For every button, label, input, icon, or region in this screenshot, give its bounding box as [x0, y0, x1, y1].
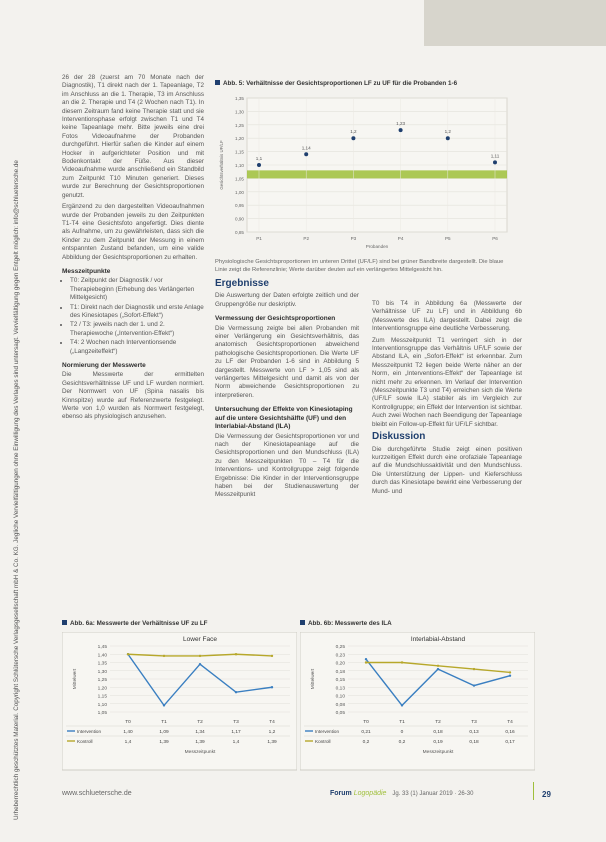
- heading-diskussion: Diskussion: [372, 431, 426, 443]
- y-tick-label: 1,15: [235, 149, 244, 155]
- x-tick-label: P2: [303, 236, 310, 241]
- y-tick-label: 1,45: [97, 645, 107, 650]
- y-tick-label: 0,90: [235, 216, 244, 222]
- table-cell: 0,13: [469, 730, 479, 735]
- header-shade: [424, 0, 606, 46]
- data-label: 1,2: [350, 129, 357, 135]
- fig6a-title-text: Abb. 6a: Messwerte der Verhältnisse UF zu LF: [70, 620, 208, 627]
- list-item: • T4: 2 Wochen nach Interventionsende („Langzeiteffekt“): [70, 339, 204, 356]
- vermessung-paragraph: Die Vermessung zeigte bei allen Probanden mit einer Verlängerung ein Gesichtsverhältnis, das anatomisch Gesichtsproportionen abweichend pathologische Gesichtsproportionen. Die Werte UF zu LF der Probanden 1-6 sind in Abbildung 5 dargestellt. Messwerte von LF > 1,05 sind als verlängertes Mittelgesicht und damit als von der Norm abweichende Gesichtsproportionen zu interpretieren.: [215, 324, 359, 399]
- fig6b-title-text: Abb. 6b: Messwerte des ILA: [308, 620, 392, 627]
- y-tick-label: 1,20: [235, 136, 244, 142]
- table-cell: 1,40: [123, 730, 133, 735]
- paragraph-3: Die Messwerte der ermittelten Gesichtsverhältnisse UF und LF wurden normiert. Der Normwert von UF (Spina nasalis bis Kinnspitze) wurde auf Referenzwerte festgelegt. Werte von 1,0 wurden als Normwert festgelegt, ebenso als physiologisch anzusehen.: [62, 371, 204, 421]
- x-tick-label: T4: [507, 720, 513, 725]
- data-label: 1,2: [444, 129, 451, 135]
- y-tick-label: 1,40: [97, 653, 107, 659]
- heading-untersuchung: Untersuchung der Effekte von Kinesiotaping auf die untere Gesichtshälfte (UF) und den Interlabial-Abstand (ILA): [215, 406, 353, 431]
- x-axis-label: Messzeitpunkt: [184, 750, 216, 755]
- table-cell: 1,39: [159, 740, 169, 745]
- x-tick-label: P4: [397, 236, 404, 241]
- footer-journal: [330, 790, 473, 797]
- table-cell: 1,4: [124, 740, 132, 745]
- list-item: • T0: Zeitpunkt der Diagnostik / vor Therapiebeginn (Erhebung des Verlängerten Mittelgesicht): [70, 277, 204, 302]
- x-tick-label: T2: [435, 720, 441, 725]
- data-point: [304, 152, 308, 156]
- x-tick-label: T1: [161, 720, 167, 725]
- x-tick-label: T0: [125, 720, 131, 725]
- x-tick-label: T3: [471, 720, 477, 725]
- data-point: [509, 675, 511, 677]
- y-tick-label: 0,10: [335, 694, 345, 700]
- y-tick-label: 1,25: [97, 678, 107, 683]
- page-number: 29: [542, 790, 551, 799]
- y-tick-label: 1,35: [97, 661, 107, 667]
- y-tick-label: 1,05: [97, 711, 107, 716]
- data-point: [199, 663, 201, 665]
- data-point: [365, 658, 367, 660]
- legend-label: Intervention: [315, 729, 340, 734]
- fig-marker-icon: [62, 620, 67, 625]
- ergebnisse-paragraph: Die Auswertung der Daten erfolgte zeitlich und der Gruppengröße nur deskriptiv.: [215, 292, 359, 308]
- y-tick-label: 0,08: [335, 702, 345, 708]
- fig-marker-icon: [215, 80, 220, 85]
- fig5-chart: [215, 92, 515, 252]
- table-cell: 0,19: [433, 740, 443, 745]
- untersuchung-paragraph: Die Vermessung der Gesichtsproportionen vor und nach der Kinesiotapeanlage auf die Gesichtsproportionen und den Mundschluss (ILA) zu den Messzeitpunkten T0 – T4 für die Interventions- und Kontrollgruppe zeigt folgende Ergebnisse: Die Kinder in der Interventionsgruppe haben bei der Studienauswertung der Messzeitpunkt: [215, 432, 359, 499]
- column-2: [215, 276, 359, 503]
- footer-website: www.schluetersche.de: [62, 790, 132, 797]
- y-tick-label: 1,10: [97, 702, 107, 708]
- y-tick-label: 0,95: [235, 203, 244, 209]
- paragraph-2: Ergänzend zu den dargestellten Videoaufnahmen wurde der Probanden jeweils zu den Zeitpunkten T1-T4 eine Gesichtsfoto angefertigt. Dies diente als Aufnahme, um zu gewährleisten, dass sich die Kinder zu dem Zeitpunkt der Messung in einem entspannten Zustand befanden, um eine valide Abbildung der Gesichtsproportionen zu erhalten.: [62, 203, 204, 261]
- footer-divider: [533, 782, 534, 800]
- table-cell: 1,2: [268, 730, 276, 735]
- heading-ergebnisse: Ergebnisse: [215, 278, 269, 289]
- data-point: [199, 655, 201, 657]
- fig5-caption: Physiologische Gesichtsproportionen im unteren Drittel (UF/LF) sind bei grüner Bandbreite dargestellt. Die blaue Linie zeigt die Referenzlinie; Werte darüber deuten auf ein verlängertes Mittelgesicht hin.: [215, 259, 504, 273]
- footer-issue: Jg. 33 (1) Januar 2019 · 26-30: [392, 791, 474, 797]
- chart-title: Interlabial-Abstand: [410, 636, 466, 643]
- intro-paragraph: 26 der 28 (zuerst am 70 Monate nach der Diagnostik), T1 direkt nach der 1. Tapeanlage, T2 im Anschluss an die 1. Therapie, T3 im Anschluss an die 2. Therapie und T4 (2 Wochen nach T1). In diesem Zeitraum fand keine Therapie statt und sie Interventionsphase erfolgt zwischen T1 und T4 keine Tapeanlage mehr. Bitte jeweils eine drei Fotos Videoaufnahme der Probanden durchgeführt. Hierfür saßen die Kinder auf einem Hocker in aufgerichteter Position und mit Bodenkontakt der Füße. Aus dieser Videoaufnahme wurde anschließend ein Standbild zum Zeitpunkt T10 Minuten generiert. Dieses wurde zur Berechnung der Gesichtsproportionen genutzt.: [62, 74, 204, 199]
- table-cell: 0,18: [433, 730, 443, 735]
- y-tick-label: 0,85: [235, 230, 244, 235]
- fig5-title-text: Abb. 5: Verhältnisse der Gesichtsproportionen LF zu UF für die Probanden 1-6: [223, 80, 458, 87]
- y-tick-label: 1,30: [235, 109, 244, 115]
- y-tick-label: 1,10: [235, 163, 244, 168]
- x-tick-label: T2: [197, 720, 203, 725]
- y-tick-label: 0,15: [335, 678, 345, 683]
- table-cell: 0,2: [362, 740, 370, 745]
- data-point: [437, 665, 439, 667]
- table-cell: 0,18: [469, 740, 479, 745]
- copyright-side-note: [2, 40, 20, 820]
- col3-paragraph-1: T0 bis T4 in Abbildung 6a (Messwerte der Verhältnisse UF zu LF) und in Abbildung 6b (Messwerte des ILA) dargestellt. Dabei zeigt die Interventionsgruppe eine deutliche Verbesserung.: [372, 300, 522, 333]
- fig6a-chart: [62, 632, 297, 772]
- diskussion-paragraph: Die durchgeführte Studie zeigt einen positiven kurzzeitigen Effekt durch eine orofaziale Tapeanlage auf die Mundschlussaktivität und den Mundschluss. Die Unterstützung der Lippen- und Kieferschluss durch das Kinesiotape bewirkt eine Verbesserung der Mund- und: [372, 445, 522, 495]
- data-point: [473, 684, 475, 686]
- legend-label: Kontroll: [77, 739, 93, 744]
- y-tick-label: 1,20: [97, 686, 107, 692]
- table-cell: 0,2: [398, 740, 406, 745]
- data-point: [473, 668, 475, 670]
- fig5-title: [215, 80, 515, 87]
- data-point: [493, 160, 497, 164]
- fig6b-title: [300, 620, 530, 627]
- data-point: [163, 704, 165, 706]
- data-label: 1,14: [301, 145, 311, 151]
- y-axis-label: Gesichtsverhältnis UF/LF: [219, 140, 224, 190]
- legend-label: Kontroll: [315, 739, 331, 744]
- col3-paragraph-2: Zum Messzeitpunkt T1 verringert sich in der Interventionsgruppe das Verhältnis UF/LF sowie der Abstand ILA, ein „Sofort-Effekt“ ist erkennbar. Zum Messzeitpunkt T2 liegen beide Werte näher an der Norm, ein „Interventions-Effekt“ der Tapeanlage ist nicht mehr zu erkennen. Im Verlauf der Intervention (Messzeitpunkte T3 und T4) erreichen sich die Werte (UF/LF sowie ILA) stabiler als im Vergleich zur Kontrollgruppe; ein Effekt der Intervention ist sichtbar. Auch zwei Wochen nach Beendigung der Tapeanlage bleibt ein Follow-up-Effekt für UF/LF sichtbar.: [372, 336, 522, 428]
- table-cell: 1,39: [195, 740, 205, 745]
- reference-band: [247, 170, 507, 178]
- y-tick-label: 1,30: [97, 669, 107, 675]
- y-tick-label: 1,00: [235, 189, 244, 195]
- x-tick-label: P1: [256, 236, 262, 241]
- data-point: [235, 691, 237, 693]
- y-tick-label: 0,05: [335, 711, 345, 716]
- data-point: [437, 668, 439, 670]
- x-tick-label: P6: [492, 236, 498, 241]
- table-cell: 0,17: [505, 740, 515, 745]
- fig-marker-icon: [300, 620, 305, 625]
- x-tick-label: T4: [269, 720, 275, 725]
- data-point: [127, 653, 129, 655]
- table-cell: 0,21: [361, 730, 371, 735]
- heading-messzeitpunkte: Messzeitpunkte: [62, 267, 111, 275]
- data-point: [401, 704, 403, 706]
- column-1: [62, 74, 204, 425]
- data-point: [399, 128, 403, 132]
- y-tick-label: 1,35: [235, 96, 244, 101]
- data-point: [235, 653, 237, 655]
- y-tick-label: 0,25: [335, 645, 345, 650]
- legend-label: Intervention: [77, 729, 102, 734]
- data-point: [271, 686, 273, 688]
- y-axis-label: Mittelwert: [73, 668, 78, 690]
- x-axis-label: Messzeitpunkt: [422, 750, 454, 755]
- data-point: [271, 655, 273, 657]
- y-axis-label: Mittelwert: [311, 668, 316, 690]
- x-tick-label: T1: [399, 720, 405, 725]
- y-tick-label: 1,15: [97, 694, 107, 700]
- table-cell: 0: [400, 730, 404, 735]
- x-tick-label: P3: [350, 236, 357, 241]
- table-cell: 1,4: [232, 740, 240, 745]
- data-point: [446, 136, 450, 140]
- list-item: • T1: Direkt nach der Diagnostik und erste Anlage des Kinesiotapes („Sofort-Effekt“): [70, 304, 204, 321]
- data-label: 1,1: [255, 156, 263, 161]
- x-tick-label: T3: [233, 720, 239, 725]
- copyright-text: Urheberrechtlich geschütztes Material. Copyright Schlütersche Verlagsgesellschaft mbH & Co. KG. Jegliche Vervielfältigungen ohne Einwilligung des Verlages sind untersagt. Vervielfältigung gegen Entgelt möglich: info@schluetersche.de: [13, 160, 20, 820]
- column-3: [372, 300, 522, 499]
- fig6a-title: [62, 620, 292, 627]
- data-point: [401, 661, 403, 663]
- y-tick-label: 1,05: [235, 176, 244, 182]
- chart-title: Lower Face: [183, 636, 217, 643]
- table-cell: 1,39: [267, 740, 277, 745]
- data-point: [351, 136, 355, 140]
- data-point: [365, 661, 367, 663]
- y-tick-label: 0,23: [335, 653, 345, 659]
- heading-vermessung: Vermessung der Gesichtsproportionen: [215, 315, 336, 323]
- data-point: [509, 671, 511, 673]
- x-tick-label: T0: [363, 720, 369, 725]
- y-tick-label: 0,20: [335, 661, 345, 667]
- table-cell: 1,34: [195, 730, 205, 735]
- data-label: 1,23: [396, 121, 406, 127]
- data-label: 1,11: [490, 153, 500, 159]
- table-cell: 1,17: [231, 730, 241, 735]
- fig6b-chart: [300, 632, 535, 772]
- y-tick-label: 0,18: [335, 669, 345, 675]
- y-tick-label: 1,25: [235, 122, 244, 128]
- footer-journal-b: Logopädie: [353, 790, 387, 797]
- x-tick-label: P5: [444, 236, 451, 241]
- heading-normierung: Normierung der Messwerte: [62, 362, 146, 369]
- x-axis-label: Probanden: [365, 244, 389, 249]
- list-item: • T2 / T3: jeweils nach der 1. und 2. Therapiewoche („Intervention-Effekt“): [70, 321, 204, 338]
- y-tick-label: 0,13: [335, 686, 345, 692]
- messzeitpunkte-list: [62, 277, 204, 356]
- footer-journal-a: Forum: [330, 790, 354, 797]
- data-point: [163, 655, 165, 657]
- data-point: [257, 163, 261, 167]
- table-cell: 1,09: [159, 730, 169, 735]
- table-cell: 0,16: [505, 730, 515, 735]
